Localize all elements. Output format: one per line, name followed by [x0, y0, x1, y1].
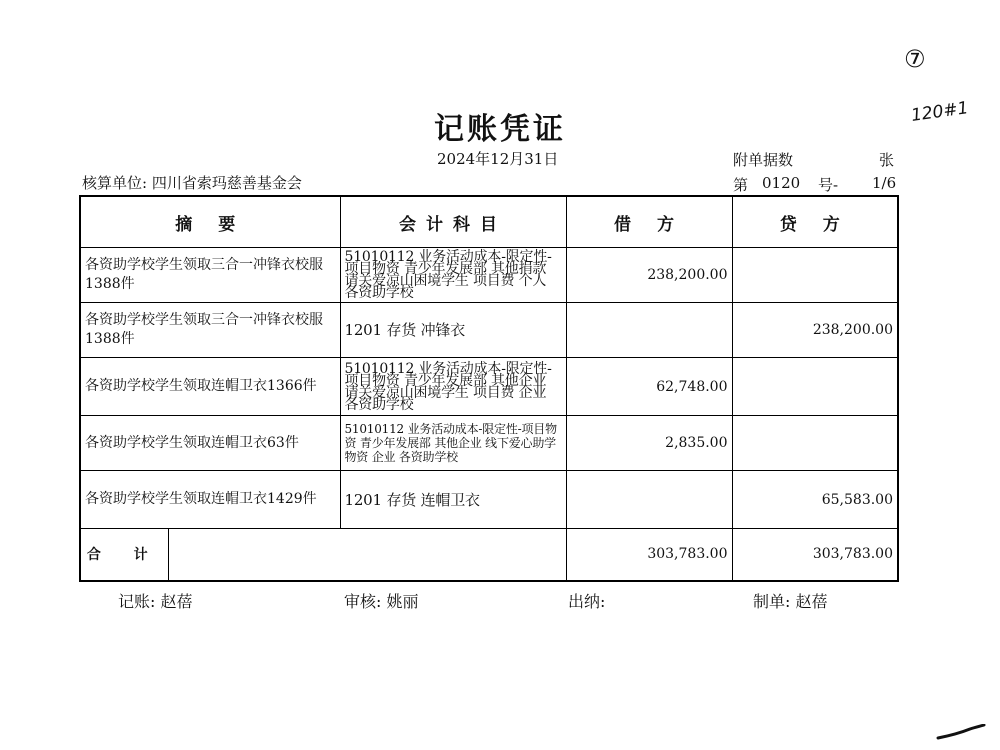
- row-account: 51010112 业务活动成本-限定性-项目物资 青少年发展部 其他捐款 请关爱凉山困境学生 项目费 个人 各资助学校: [340, 248, 566, 303]
- pen-stroke-mark: [936, 724, 986, 740]
- row-summary: 各资助学校学生领取三合一冲锋衣校服1388件: [80, 248, 340, 303]
- table-header-row: [80, 196, 898, 248]
- row-debit: 2,835.00: [566, 416, 732, 471]
- attachment-count-unit: 张: [879, 151, 895, 169]
- row-credit: [732, 248, 898, 303]
- page-indicator: 1/6: [872, 174, 897, 192]
- row-credit: 238,200.00: [732, 303, 898, 358]
- table-row: [80, 358, 898, 416]
- row-summary: 各资助学校学生领取三合一冲锋衣校服1388件: [80, 303, 340, 358]
- row-account: 51010112 业务活动成本-限定性-项目物资 青少年发展部 其他企业 请关爱凉山困境学生 项目费 企业 各资助学校: [340, 358, 566, 416]
- row-account: 1201 存货 连帽卫衣: [340, 471, 566, 529]
- table-row: [80, 471, 898, 529]
- total-debit: 303,783.00: [566, 529, 732, 581]
- total-row: [80, 529, 898, 581]
- row-debit: 238,200.00: [566, 248, 732, 303]
- col-header-summary: 摘 要: [80, 196, 340, 248]
- row-summary: 各资助学校学生领取连帽卫衣1366件: [80, 358, 340, 416]
- col-header-debit: 借 方: [566, 196, 732, 248]
- voucher-number-label: 第: [733, 176, 749, 194]
- handwritten-note: 120#1: [909, 98, 970, 126]
- total-blank-cell: [168, 529, 566, 581]
- reviewer: 审核: 姚丽: [344, 592, 419, 611]
- attachment-count-label: 附单据数: [733, 151, 794, 169]
- row-summary: 各资助学校学生领取连帽卫衣1429件: [80, 471, 340, 529]
- col-header-credit: 贷 方: [732, 196, 898, 248]
- handwritten-circled-number: ⑦: [904, 45, 926, 73]
- table-row: [80, 303, 898, 358]
- voucher-number-suffix: 号-: [818, 176, 839, 194]
- voucher-table: [79, 195, 899, 582]
- preparer: 制单: 赵蓓: [753, 592, 828, 611]
- row-debit: [566, 471, 732, 529]
- voucher-number: 0120: [762, 174, 801, 192]
- bookkeeper: 记账: 赵蓓: [118, 592, 193, 611]
- row-debit: 62,748.00: [566, 358, 732, 416]
- voucher-date: 2024年12月31日: [437, 150, 559, 168]
- row-credit: 65,583.00: [732, 471, 898, 529]
- voucher-title: 记账凭证: [434, 112, 566, 147]
- row-account: 1201 存货 冲锋衣: [340, 303, 566, 358]
- accounting-unit: 核算单位: 四川省索玛慈善基金会: [82, 174, 302, 192]
- cashier: 出纳:: [568, 592, 606, 611]
- col-header-account: 会计科目: [340, 196, 566, 248]
- row-credit: [732, 416, 898, 471]
- row-account: 51010112 业务活动成本-限定性-项目物资 青少年发展部 其他企业 线下爱心助学 物资 企业 各资助学校: [340, 416, 566, 471]
- row-summary: 各资助学校学生领取连帽卫衣63件: [80, 416, 340, 471]
- total-credit: 303,783.00: [732, 529, 898, 581]
- table-row: [80, 248, 898, 303]
- table-row: [80, 416, 898, 471]
- row-debit: [566, 303, 732, 358]
- total-label: 合 计: [80, 529, 168, 581]
- row-credit: [732, 358, 898, 416]
